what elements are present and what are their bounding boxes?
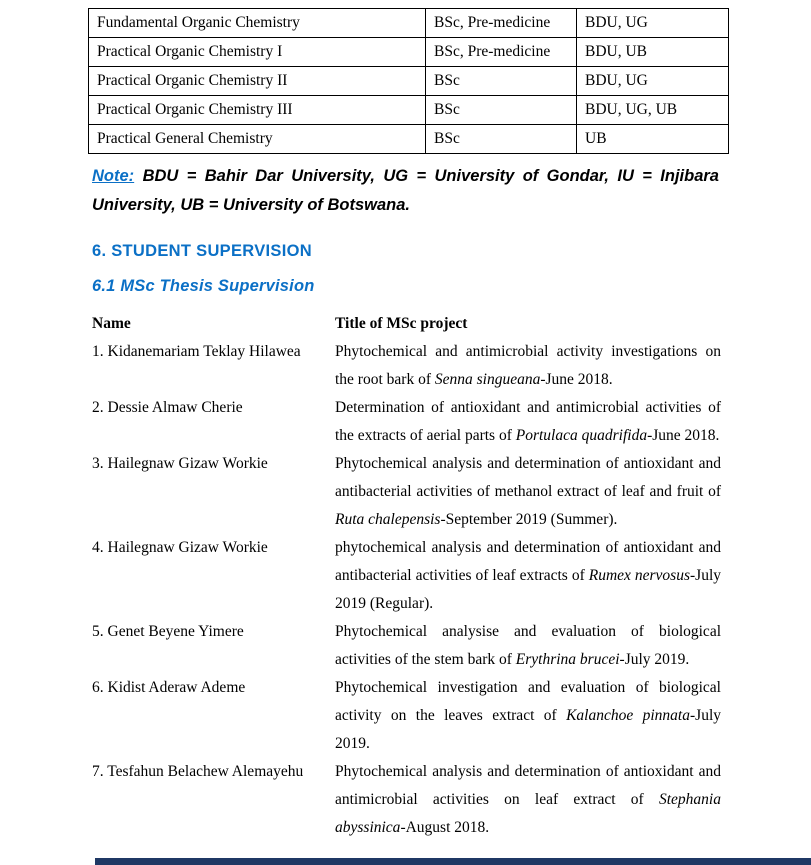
supervision-title-header: Title of MSc project	[335, 315, 468, 332]
table-row	[89, 9, 729, 38]
title-text: -September 2019 (Summer).	[440, 511, 618, 528]
title-text: -August 2018.	[400, 819, 490, 836]
supervision-list	[0, 338, 811, 842]
universities-cell: UB	[577, 125, 729, 154]
courses-table-body	[89, 9, 729, 154]
title-text: phytochemical analysis and determination of antioxidant and antibacterial activities of leaf extracts of	[335, 539, 721, 584]
course-cell: Practical Organic Chemistry I	[89, 38, 426, 67]
supervision-name-header: Name	[92, 315, 131, 332]
species-name: Portulaca quadrifida	[515, 427, 648, 444]
level-cell: BSc	[426, 96, 577, 125]
course-cell: Practical Organic Chemistry II	[89, 67, 426, 96]
species-name: Erythrina brucei	[515, 651, 620, 668]
student-name: 7. Tesfahun Belachew Alemayehu	[92, 763, 304, 780]
title-text: Phytochemical analysise and evaluation of biological activities of the stem bark of	[335, 623, 721, 668]
level-cell: BSc, Pre-medicine	[426, 9, 577, 38]
note-label: Note:	[92, 167, 135, 185]
supervision-entry	[92, 618, 811, 674]
section-heading: 6. STUDENT SUPERVISION	[92, 242, 312, 260]
level-cell: BSc	[426, 125, 577, 154]
title-text: -July 2019.	[335, 707, 721, 752]
species-name: Kalanchoe pinnata	[566, 707, 690, 724]
title-text: -July 2019 (Regular).	[335, 567, 721, 612]
courses-table	[88, 8, 729, 154]
table-row	[89, 67, 729, 96]
title-text: -June 2018.	[540, 371, 613, 388]
thesis-title	[335, 394, 721, 450]
level-cell: BSc, Pre-medicine	[426, 38, 577, 67]
title-text: Phytochemical analysis and determination of antioxidant and antimicrobial activities on leaf extract of	[335, 763, 721, 808]
note-text: BDU = Bahir Dar University, UG = University of Gondar, IU = Injibara University, UB = University of Botswana.	[92, 167, 719, 214]
title-text: Phytochemical analysis and determination of antioxidant and antibacterial activities of methanol extract of leaf and fruit of	[335, 455, 721, 500]
supervision-entry	[92, 450, 811, 534]
universities-cell: BDU, UG	[577, 67, 729, 96]
student-name: 1. Kidanemariam Teklay Hilawea	[92, 343, 301, 360]
note-paragraph	[92, 162, 719, 220]
supervision-entry	[92, 758, 811, 842]
next-page-table-bar	[95, 858, 811, 865]
title-text: -July 2019.	[619, 651, 690, 668]
subsection-heading: 6.1 MSc Thesis Supervision	[92, 277, 315, 295]
title-text: Phytochemical and antimicrobial activity investigations on the root bark of	[335, 343, 721, 388]
supervision-entry	[92, 338, 811, 394]
supervision-entry	[92, 534, 811, 618]
species-name: Senna singueana	[434, 371, 541, 388]
level-cell: BSc	[426, 67, 577, 96]
table-row	[89, 38, 729, 67]
title-text: Determination of antioxidant and antimicrobial activities of the extracts of aerial parts of	[335, 399, 721, 444]
student-name: 6. Kidist Aderaw Ademe	[92, 679, 246, 696]
supervision-header-row	[92, 310, 811, 338]
course-cell: Fundamental Organic Chemistry	[89, 9, 426, 38]
species-name: Rumex nervosus	[588, 567, 690, 584]
species-name: Ruta chalepensis	[335, 511, 441, 528]
title-text: -June 2018.	[647, 427, 720, 444]
title-text: Phytochemical investigation and evaluation of biological activity on the leaves extract of	[335, 679, 721, 724]
supervision-entry	[92, 394, 811, 450]
thesis-title	[335, 618, 721, 674]
student-name: 2. Dessie Almaw Cherie	[92, 399, 243, 416]
thesis-title	[335, 674, 721, 758]
thesis-title	[335, 450, 721, 534]
universities-cell: BDU, UG	[577, 9, 729, 38]
thesis-title	[335, 758, 721, 842]
universities-cell: BDU, UB	[577, 38, 729, 67]
student-name: 4. Hailegnaw Gizaw Workie	[92, 539, 268, 556]
course-cell: Practical General Chemistry	[89, 125, 426, 154]
table-row	[89, 96, 729, 125]
table-row	[89, 125, 729, 154]
student-name: 3. Hailegnaw Gizaw Workie	[92, 455, 268, 472]
species-name: Stephania abyssinica	[335, 791, 721, 836]
student-name: 5. Genet Beyene Yimere	[92, 623, 244, 640]
universities-cell: BDU, UG, UB	[577, 96, 729, 125]
thesis-title	[335, 534, 721, 618]
course-cell: Practical Organic Chemistry III	[89, 96, 426, 125]
supervision-entry	[92, 674, 811, 758]
thesis-title	[335, 338, 721, 394]
